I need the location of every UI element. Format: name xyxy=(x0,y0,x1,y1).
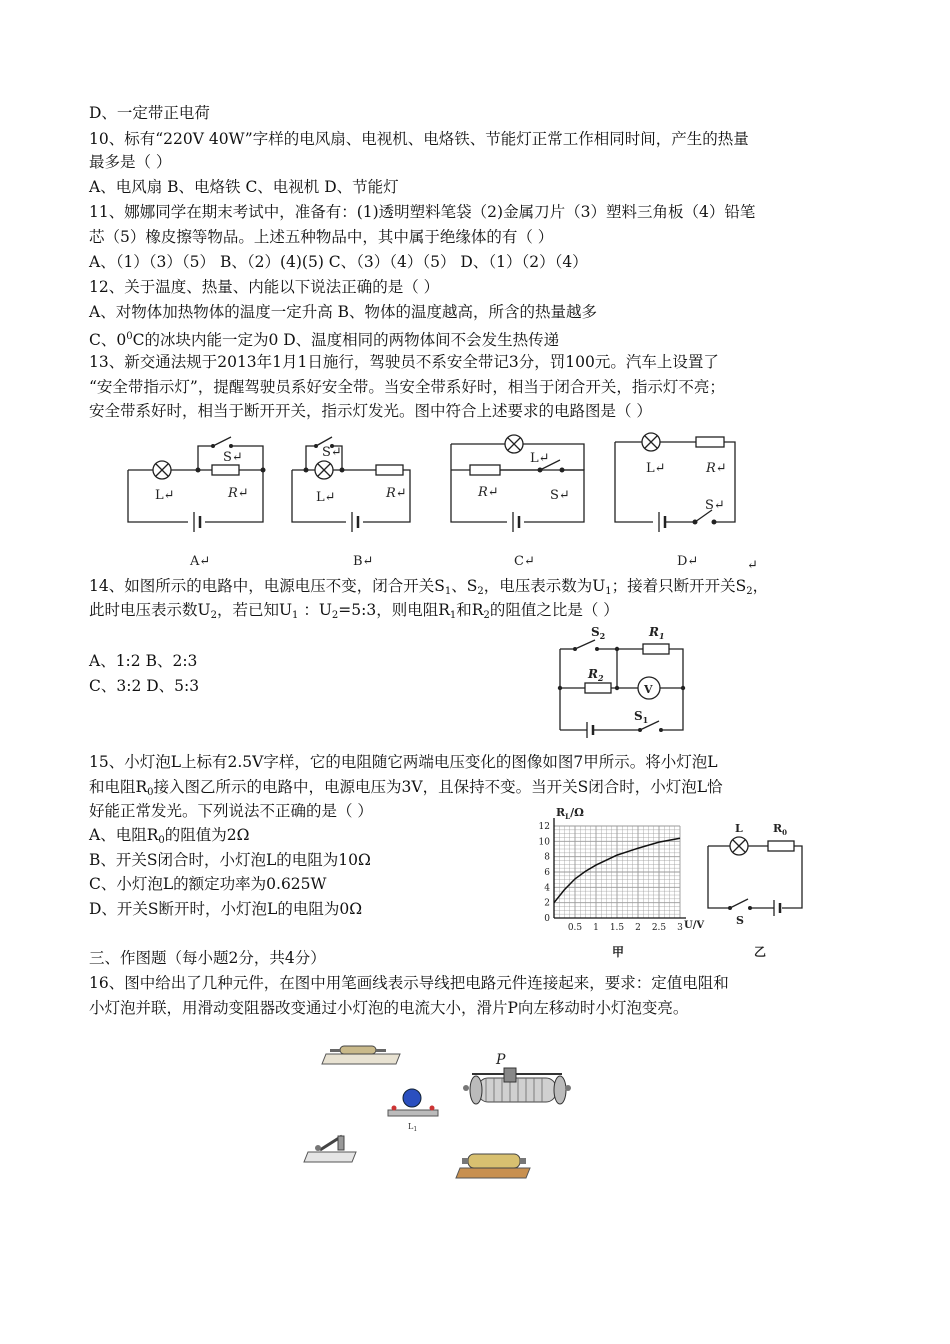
q12-stem: 12、关于温度、热量、内能以下说法正确的是（ ） xyxy=(89,278,440,296)
chart-y-tick-label: 8 xyxy=(544,852,550,863)
chart-caption-yi: 乙 xyxy=(754,945,767,959)
svg-text:↵: ↵ xyxy=(747,558,758,572)
svg-text:L↵: L↵ xyxy=(155,488,175,503)
sliding-rheostat-component xyxy=(463,1052,571,1104)
q10-stem-line1: 10、标有“220V 40W”字样的电风扇、电视机、电烙铁、节能灯正常工作相同时间，产生的热量 xyxy=(89,130,749,148)
q10-stem-line2: 最多是（ ） xyxy=(89,153,172,171)
q13-circuit-figures xyxy=(110,420,760,572)
q15-stem-line3: 好能正常发光。下列说法不正确的是（ ） xyxy=(89,802,373,820)
svg-text:R1: $R_1$ xyxy=(649,625,665,641)
chart-y-tick-label: 2 xyxy=(544,898,550,909)
chart-x-tick-label: 2 xyxy=(635,923,641,933)
fixed-resistor-component xyxy=(322,1046,400,1064)
q15-stem-line2: 和电阻$R_0$接入图乙所示的电路中，电源电压为3V，且保持不变。当开关S闭合时，小灯泡L恰 xyxy=(89,778,723,798)
chart-x-tick-label: 0.5 xyxy=(567,923,583,933)
chart-y-tick-label: 6 xyxy=(544,868,550,878)
q15-option-b: B、开关S闭合时，小灯泡L的电阻为10Ω xyxy=(89,851,371,869)
chart-y-tick-label: 12 xyxy=(538,822,550,832)
svg-text:B↵: B↵ xyxy=(353,554,374,569)
svg-text:S2: $S_2$ xyxy=(591,625,606,641)
chart-x-tick-label: 2.5 xyxy=(651,923,667,933)
svg-text:S: S xyxy=(736,914,744,927)
svg-text:R2: $R_2$ xyxy=(588,667,604,683)
svg-text:D↵: D↵ xyxy=(677,554,699,569)
q14-circuit xyxy=(555,622,695,744)
chart-x-label: U/V xyxy=(684,920,705,931)
q14-options-line2: C、3:2 D、5:3 xyxy=(89,677,200,695)
q14-stem-line2: 此时电压表示数$U_2$，若已知$U_1$ ：$U_2=5:3$，则电阻$R_1$和$R_2$的阻值之比是（ ） xyxy=(89,601,619,621)
battery-component xyxy=(456,1154,530,1178)
chart-y-label: $R_L/\Omega$ xyxy=(556,806,584,821)
q15-stem-line1: 15、小灯泡L上标有2.5V字样，它的电阻随它两端电压变化的图像如图7甲所示。将小灯泡L xyxy=(89,753,718,771)
knife-switch-component xyxy=(304,1136,356,1162)
svg-text:S↵: S↵ xyxy=(223,450,243,465)
q13-stem-line2: “安全带指示灯”，提醒驾驶员系好安全带。当安全带系好时，相当于闭合开关，指示灯不亮； xyxy=(89,378,725,396)
svg-text:R↵: R↵ xyxy=(706,461,727,476)
svg-text:L↵: L↵ xyxy=(316,490,336,505)
svg-text:A↵: A↵ xyxy=(190,554,211,569)
q11-stem-line1: 11、娜娜同学在期末考试中，准备有：(1)透明塑料笔袋（2)金属刀片（3）塑料三角板（4）铅笔 xyxy=(89,203,756,221)
svg-text:L: L xyxy=(735,822,743,835)
q16-components-figure xyxy=(300,1040,600,1180)
svg-text:R↵: R↵ xyxy=(228,486,249,501)
chart-x-tick-label: 1.5 xyxy=(609,923,625,933)
chart-y-tick-label: 4 xyxy=(544,883,550,894)
q13-stem-line1: 13、新交通法规于2013年1月1日施行，驾驶员不系安全带记3分，罚100元。汽车上设置了 xyxy=(89,353,719,371)
svg-text:L1: $L_1$ xyxy=(408,1122,418,1133)
q11-options: A、（1）（3）（5） B、（2）(4)(5) C、（3）（4）（5） D、（1）（2）（4） xyxy=(89,253,588,271)
svg-text:R0: $R_0$ xyxy=(773,822,788,837)
svg-text:S↵: S↵ xyxy=(550,488,570,503)
q12-options-line2: C、$0^0C$的冰块内能一定为0 D、温度相同的两物体间不会发生热传递 xyxy=(89,331,560,349)
q9-option-d: D、一定带正电荷 xyxy=(89,104,210,122)
q11-stem-line2: 芯（5）橡皮擦等物品。上述五种物品中，其中属于绝缘体的有（ ） xyxy=(89,228,554,246)
q15-option-c: C、小灯泡L的额定功率为0.625W xyxy=(89,875,327,893)
svg-text:C↵: C↵ xyxy=(514,554,535,569)
svg-text:S↵: S↵ xyxy=(705,498,725,513)
small-lamp-component xyxy=(388,1089,438,1133)
svg-text:L↵: L↵ xyxy=(530,451,550,466)
q10-options: A、电风扇 B、电烙铁 C、电视机 D、节能灯 xyxy=(89,178,399,196)
svg-text:L↵: L↵ xyxy=(646,461,666,476)
svg-text:P: P xyxy=(496,1052,506,1068)
q15-option-d: D、开关S断开时，小灯泡L的电阻为0Ω xyxy=(89,900,363,918)
q15-circuit xyxy=(700,820,815,960)
q16-stem-line1: 16、图中给出了几种元件，在图中用笔画线表示导线把电路元件连接起来，要求：定值电阻和 xyxy=(89,974,729,992)
svg-text:R↵: R↵ xyxy=(386,486,407,501)
q16-stem-line2: 小灯泡并联，用滑动变阻器改变通过小灯泡的电流大小，滑片P向左移动时小灯泡变亮。 xyxy=(89,999,689,1017)
svg-text:S1: $S_1$ xyxy=(634,709,649,725)
chart-y-tick-label: 0 xyxy=(544,914,550,924)
q14-options-line1: A、1:2 B、2:3 xyxy=(89,652,198,670)
q13-stem-line3: 安全带系好时，相当于断开开关，指示灯发光。图中符合上述要求的电路图是（ ） xyxy=(89,402,652,420)
chart-x-tick-label: 3 xyxy=(677,923,683,933)
q14-stem-line1: 14、如图所示的电路中，电源电压不变，闭合开关$S_1$、$S_2$，电压表示数为$U_1$；接着只断开开关$S_2$， xyxy=(89,577,769,597)
q15-resistance-voltage-chart xyxy=(530,800,710,960)
svg-text:R↵: R↵ xyxy=(478,485,499,500)
svg-text:S↵: S↵ xyxy=(322,445,342,460)
q15-option-a: A、电阻$R_0$的阻值为2Ω xyxy=(89,826,250,846)
section3-heading: 三、作图题（每小题2分，共4分） xyxy=(89,949,326,967)
svg-text:V: V xyxy=(644,683,653,696)
chart-caption-jia: 甲 xyxy=(612,945,625,959)
q12-options-line1: A、对物体加热物体的温度一定升高 B、物体的温度越高，所含的热量越多 xyxy=(89,303,598,321)
chart-y-tick-label: 10 xyxy=(538,837,550,848)
chart-x-tick-label: 1 xyxy=(593,923,599,933)
